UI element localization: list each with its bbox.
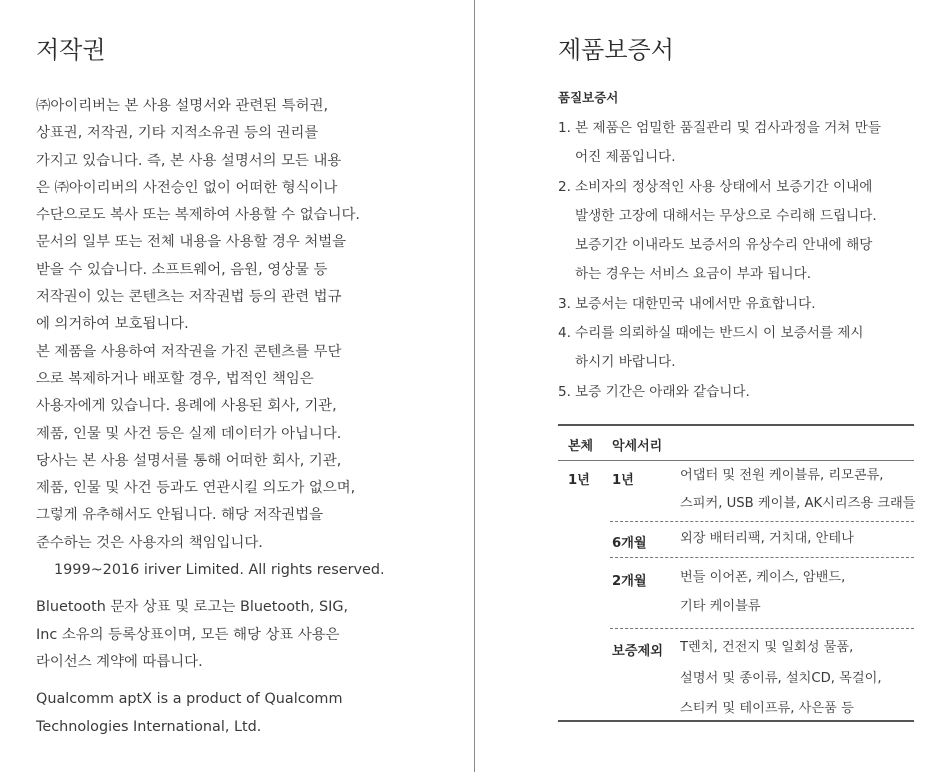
qualcomm-line: Qualcomm aptX is a product of Qualcomm xyxy=(36,691,343,708)
copyright-line: 사용자에게 있습니다. 용례에 사용된 회사, 기관, xyxy=(36,398,337,415)
copyright-line: 저작권이 있는 콘텐츠는 저작권법 등의 관련 법규 xyxy=(36,289,342,306)
item-line: 보증기간 이내라도 보증서의 유상수리 안내에 해당 xyxy=(575,237,873,254)
table-row-period: 2개월 xyxy=(612,574,647,589)
bluetooth-line: Inc 소유의 등록상표이며, 모든 해당 상표 사용은 xyxy=(36,626,340,643)
table-row-item: 스티커 및 테이프류, 사은품 등 xyxy=(680,701,854,716)
item-line: 보증서는 대한민국 내에서만 유효합니다. xyxy=(575,295,816,312)
item-number: 3. xyxy=(558,295,571,312)
copyright-line: 상표권, 저작권, 기타 지적소유권 등의 권리를 xyxy=(36,125,319,142)
copyright-title: 저작권 xyxy=(36,36,106,64)
body-period: 1년 xyxy=(568,473,590,488)
warranty-list xyxy=(558,114,918,407)
table-body xyxy=(558,461,916,716)
copyright-body xyxy=(36,93,406,741)
row-separator xyxy=(610,521,914,522)
copyright-line: 제품, 인물 및 사건 등은 실제 데이터가 아닙니다. xyxy=(36,425,342,442)
table-row-period: 6개월 xyxy=(612,536,647,551)
item-line: 어진 제품입니다. xyxy=(575,149,676,166)
table-row-item: 설명서 및 종이류, 설치CD, 목걸이, xyxy=(680,671,882,686)
warranty-table xyxy=(558,424,916,716)
item-line: 보증 기간은 아래와 같습니다. xyxy=(575,383,750,400)
table-row-item: 번들 이어폰, 케이스, 암밴드, xyxy=(680,570,846,585)
row-separator xyxy=(610,628,914,629)
item-line: 발생한 고장에 대해서는 무상으로 수리해 드립니다. xyxy=(575,207,877,224)
copyright-line: 은 ㈜아이리버의 사전승인 없이 어떠한 형식이나 xyxy=(36,179,338,196)
table-row-item: 기타 케이블류 xyxy=(680,599,761,614)
table-row-item: 스피커, USB 케이블, AK시리즈용 크래들 xyxy=(680,496,916,511)
copyright-line: 으로 복제하거나 배포할 경우, 법적인 책임은 xyxy=(36,370,314,387)
warranty-title: 제품보증서 xyxy=(558,36,674,64)
copyright-notice: 1999~2016 iriver Limited. All rights reserved. xyxy=(54,562,385,579)
header-body: 본체 xyxy=(568,439,594,454)
warranty-subtitle: 품질보증서 xyxy=(558,90,619,105)
copyright-line: 제품, 인물 및 사건 등과도 연관시킬 의도가 없으며, xyxy=(36,480,356,497)
page-divider xyxy=(474,0,475,772)
item-number: 1. xyxy=(558,120,571,136)
table-row-period: 보증제외 xyxy=(612,644,663,659)
item-number: 4. xyxy=(558,325,571,342)
copyright-line: 본 제품을 사용하여 저작권을 가진 콘텐츠를 무단 xyxy=(36,343,342,360)
row-separator xyxy=(610,557,914,558)
list-item xyxy=(558,114,918,173)
list-item xyxy=(558,290,918,319)
copyright-line: 준수하는 것은 사용자의 책임입니다. xyxy=(36,534,263,551)
bluetooth-line: 라이선스 계약에 따릅니다. xyxy=(36,653,203,670)
table-row-item: T렌치, 건전지 및 일회성 물품, xyxy=(680,640,854,655)
copyright-line: 가지고 있습니다. 즉, 본 사용 설명서의 모든 내용 xyxy=(36,152,342,169)
copyright-line: 받을 수 있습니다. 소프트웨어, 음원, 영상물 등 xyxy=(36,261,328,278)
copyright-line: ㈜아이리버는 본 사용 설명서와 관련된 특허권, xyxy=(36,98,329,114)
table-bottom-rule xyxy=(558,720,914,722)
copyright-line: 그렇게 유추해서도 안됩니다. 해당 저작권법을 xyxy=(36,507,323,524)
table-header xyxy=(558,426,914,461)
item-line: 수리를 의뢰하실 때에는 반드시 이 보증서를 제시 xyxy=(575,325,864,342)
qualcomm-line: Technologies International, Ltd. xyxy=(36,718,262,735)
copyright-line: 수단으로도 복사 또는 복제하여 사용할 수 없습니다. xyxy=(36,207,360,224)
item-line: 하는 경우는 서비스 요금이 부과 됩니다. xyxy=(575,266,812,283)
item-number: 5. xyxy=(558,383,571,400)
bluetooth-line: Bluetooth 문자 상표 및 로고는 Bluetooth, SIG, xyxy=(36,599,349,616)
copyright-line: 당사는 본 사용 설명서를 통해 어떠한 회사, 기관, xyxy=(36,452,342,469)
list-item xyxy=(558,173,918,290)
table-row-period: 1년 xyxy=(612,473,634,488)
item-line: 본 제품은 엄밀한 품질관리 및 검사과정을 거쳐 만들 xyxy=(575,120,882,136)
copyright-line: 에 의거하여 보호됩니다. xyxy=(36,316,189,333)
list-item xyxy=(558,319,918,378)
item-number: 2. xyxy=(558,178,571,195)
item-line: 소비자의 정상적인 사용 상태에서 보증기간 이내에 xyxy=(575,178,873,195)
item-line: 하시기 바랍니다. xyxy=(575,354,676,371)
header-accessory: 악세서리 xyxy=(612,439,663,454)
copyright-line: 문서의 일부 또는 전체 내용을 사용할 경우 처벌을 xyxy=(36,234,347,251)
table-row-item: 어댑터 및 전원 케이블류, 리모콘류, xyxy=(680,468,884,483)
table-row-item: 외장 배터리팩, 거치대, 안테나 xyxy=(680,531,854,546)
list-item xyxy=(558,378,918,407)
